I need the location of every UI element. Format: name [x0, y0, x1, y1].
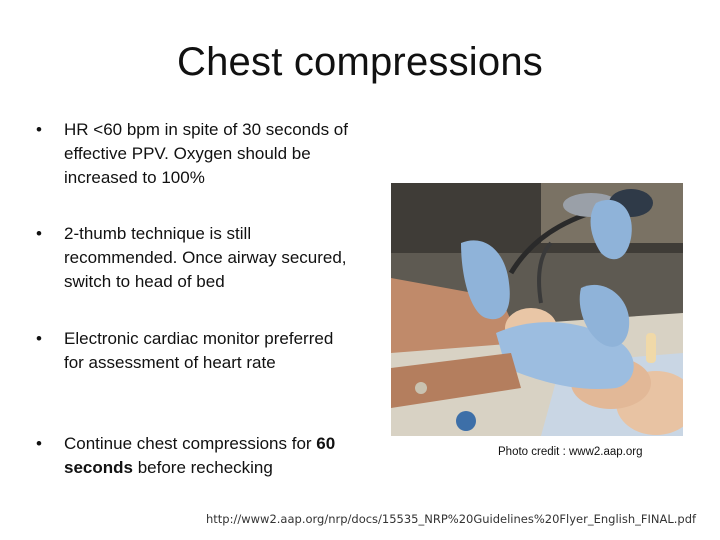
bullet-text: HR <60 bpm in spite of 30 seconds of effective PPV. Oxygen should be increased to 100%	[64, 120, 348, 187]
bullet-item	[36, 222, 356, 294]
source-url: http://www2.aap.org/nrp/docs/15535_NRP%20Guidelines%20Flyer_English_FINAL.pdf	[206, 512, 697, 526]
bullet-marker: •	[36, 224, 42, 243]
bullet-text: Electronic cardiac monitor preferred for assessment of heart rate	[64, 329, 334, 372]
slide-title: Chest compressions	[177, 40, 543, 84]
bullet-text-bold: 60 seconds	[64, 434, 336, 477]
bullet-marker: •	[36, 329, 42, 348]
bullet-text: 2-thumb technique is still recommended. Once airway secured, switch to head of bed	[64, 224, 347, 291]
bullet-text-before: Continue chest compressions for	[64, 434, 317, 453]
bullet-marker: •	[36, 120, 42, 139]
cpr-photo-illustration	[391, 183, 683, 436]
cpr-photo	[391, 183, 683, 436]
bullet-item	[36, 432, 356, 480]
bullet-text-after: before rechecking	[132, 458, 273, 477]
bullet-item	[36, 327, 356, 375]
bullet-marker: •	[36, 434, 42, 453]
photo-credit: Photo credit : www2.aap.org	[498, 446, 643, 458]
bullet-item	[36, 118, 356, 190]
